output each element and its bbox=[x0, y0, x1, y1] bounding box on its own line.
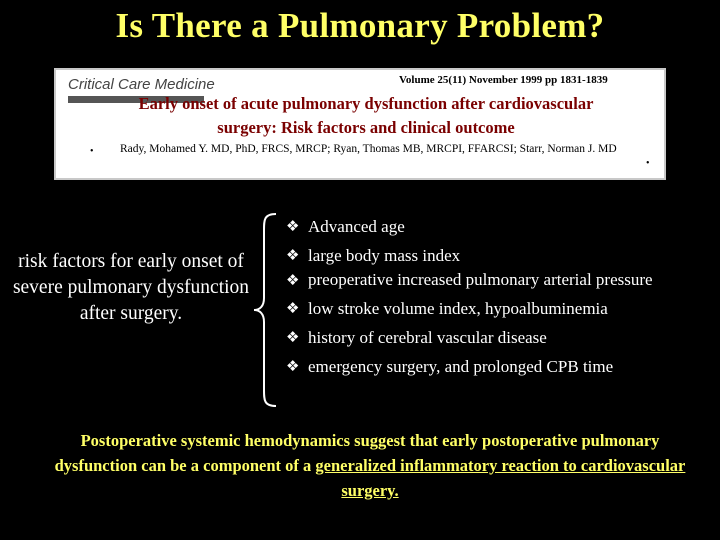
risk-factor-text: large body mass index bbox=[308, 246, 461, 265]
risk-factor-item bbox=[286, 270, 706, 294]
diamond-bullet-icon: ❖ bbox=[286, 357, 300, 375]
risk-factor-item bbox=[286, 212, 706, 241]
authors-line: Rady, Mohamed Y. MD, PhD, FRCS, MRCP; Ryan, Thomas MB, MRCPI, FFARCSI; Starr, Norman J. MD bbox=[120, 143, 617, 155]
diamond-bullet-icon: ❖ bbox=[286, 299, 300, 317]
risk-factor-text: emergency surgery, and prolonged CPB time bbox=[308, 357, 614, 376]
diamond-bullet-icon: ❖ bbox=[286, 217, 300, 235]
curly-brace-icon bbox=[252, 210, 280, 410]
conclusion-text bbox=[40, 428, 700, 503]
conclusion-underlined: generalized inflammatory reaction to cardiovascular surgery. bbox=[315, 456, 686, 500]
article-title: Early onset of acute pulmonary dysfunction after cardiovascular surgery: Risk factors and clinical outcome bbox=[138, 94, 594, 137]
risk-factor-text: preoperative increased pulmonary arterial pressure bbox=[308, 270, 653, 289]
author-bullet: • bbox=[90, 146, 94, 157]
risk-factor-text: low stroke volume index, hypoalbuminemia bbox=[308, 299, 608, 318]
risk-factor-text: history of cerebral vascular disease bbox=[308, 328, 547, 347]
diamond-bullet-icon: ❖ bbox=[286, 328, 300, 346]
reference-box bbox=[54, 68, 666, 180]
risk-factor-item bbox=[286, 241, 706, 270]
risk-factor-text: Advanced age bbox=[308, 217, 405, 236]
conclusion-plain: Postoperative systemic hemodynamics suggest that early postoperative pulmonary dysfunction can be a component of a bbox=[54, 431, 660, 475]
risk-factor-item bbox=[286, 323, 706, 352]
slide-title: Is There a Pulmonary Problem? bbox=[115, 6, 605, 45]
risk-factors-heading: risk factors for early onset of severe pulmonary dysfunction after surgery. bbox=[12, 251, 250, 324]
risk-factor-item bbox=[286, 294, 706, 323]
trailing-bullet: • bbox=[646, 158, 650, 169]
diamond-bullet-icon: ❖ bbox=[286, 246, 300, 264]
volume-line: Volume 25(11) November 1999 pp 1831-1839 bbox=[399, 74, 608, 86]
journal-logo-text: Critical Care Medicine bbox=[68, 76, 215, 93]
diamond-bullet-icon: ❖ bbox=[286, 271, 300, 289]
risk-factor-list bbox=[286, 212, 706, 381]
risk-factor-item bbox=[286, 352, 706, 381]
